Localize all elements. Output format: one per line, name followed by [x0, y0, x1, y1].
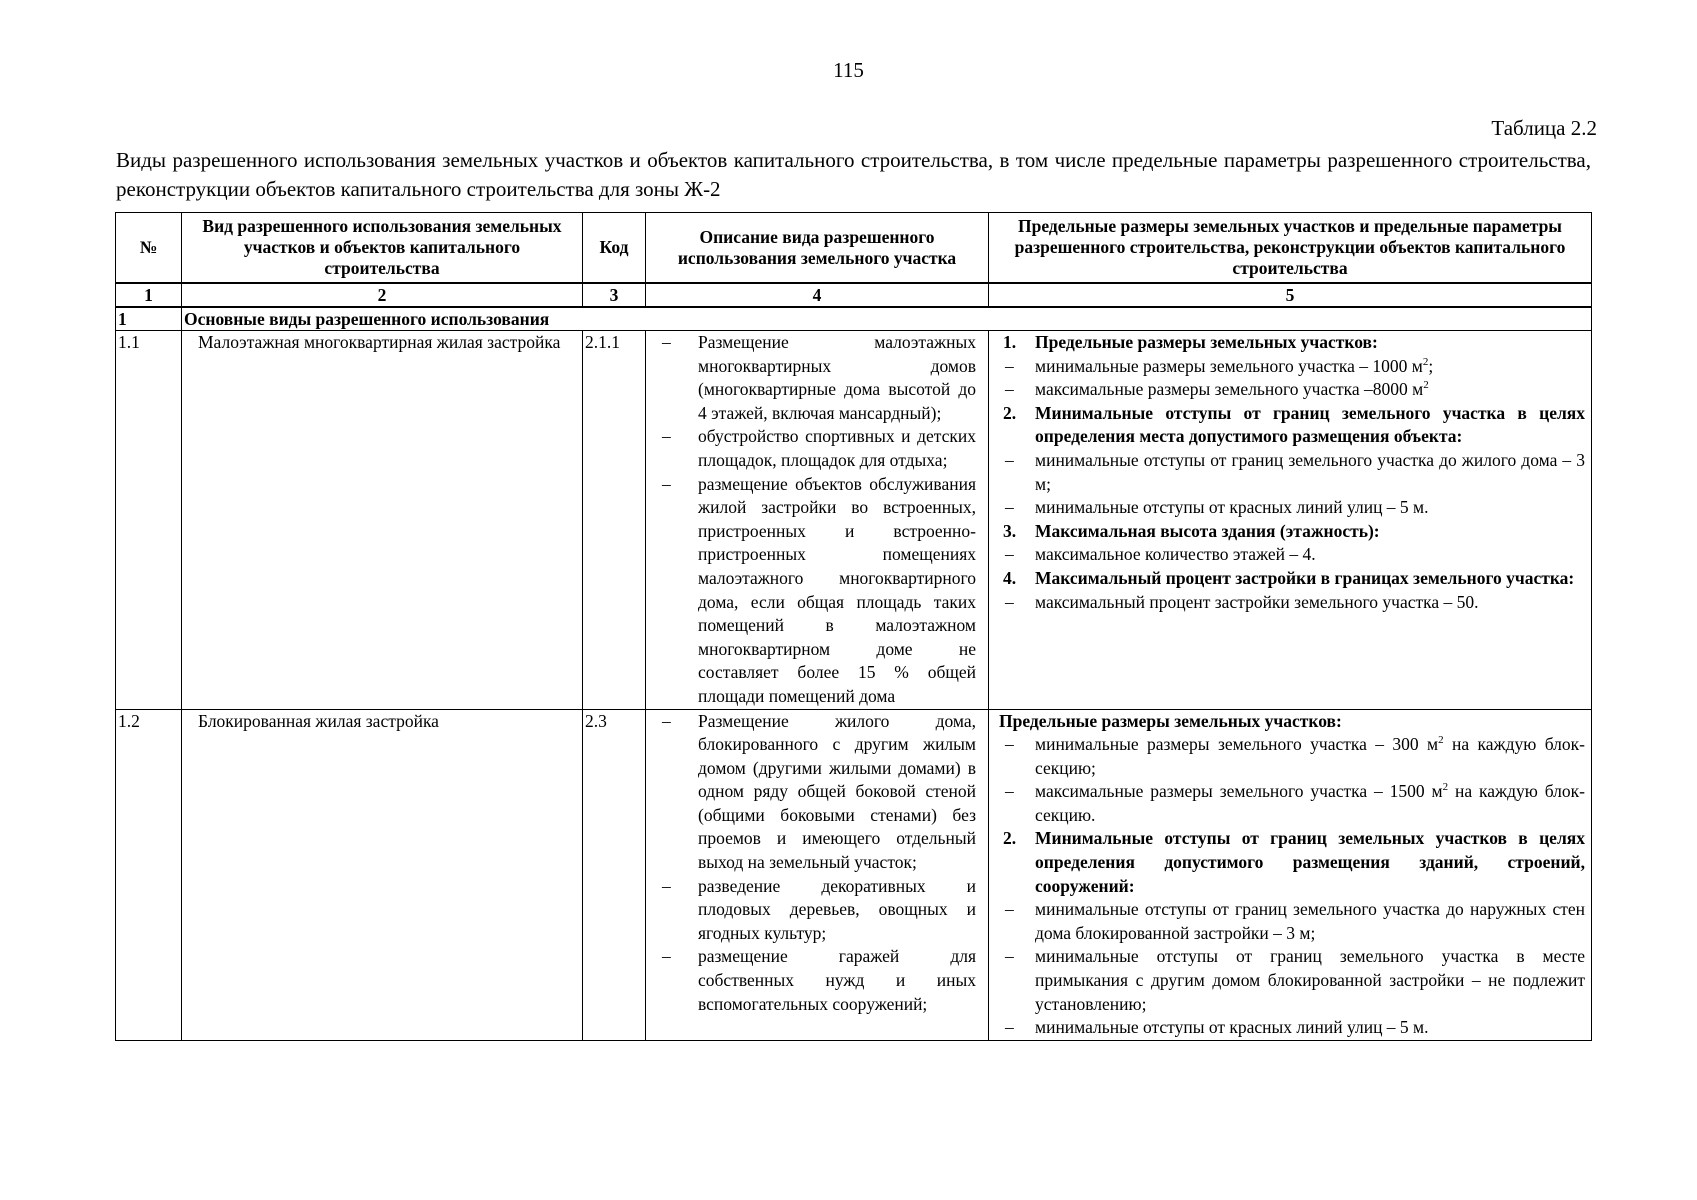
row-name — [182, 709, 583, 1040]
column-numbers-row — [116, 283, 1592, 307]
param-heading — [999, 402, 1585, 449]
header-desc: Описание вида разрешенного использования земельного участка — [646, 213, 989, 284]
param-item: – максимальный процент застройки земельного участка – 50. — [999, 591, 1585, 615]
header-row — [116, 213, 1592, 284]
header-kind: Вид разрешенного использования земельных участков и объектов капитального строительства — [182, 213, 583, 284]
desc-list — [650, 710, 984, 1017]
section-row — [116, 307, 1592, 331]
param-item-text: максимальные размеры земельного участка – 1500 м — [1035, 781, 1443, 802]
param-item — [999, 780, 1585, 827]
row-name-text: Малоэтажная многоквартирная жилая застройка — [198, 332, 561, 352]
param-item-end: на каждую блок-секцию. — [1035, 781, 1585, 825]
row-code: 2.1.1 — [583, 331, 646, 710]
param-heading-text: Предельные размеры земельных участков: — [1035, 332, 1378, 352]
row-desc — [646, 709, 989, 1040]
param-item: – максимальное количество этажей – 4. — [999, 543, 1585, 567]
param-heading-num: 2. — [1003, 402, 1017, 423]
col-number: 5 — [989, 283, 1592, 307]
param-item — [999, 733, 1585, 780]
param-heading-num: 4. — [1003, 567, 1017, 588]
param-heading — [999, 331, 1585, 355]
row-name — [182, 331, 583, 710]
superscript: 2 — [1438, 734, 1444, 747]
row-code: 2.3 — [583, 709, 646, 1040]
table-caption: Виды разрешенного использования земельных участков и объектов капитального строительства, в том числе предельные параметры разрешенного строительства, реконструкции объектов капитального строительства для зоны Ж-2 — [116, 148, 1591, 201]
param-heading — [999, 567, 1585, 591]
param-heading-text: Минимальные отступы от границ земельных участков в целях определения допустимого размещения зданий, строений, сооружений: — [1035, 828, 1585, 896]
row-num: 1.2 — [116, 709, 182, 1040]
col-number: 3 — [583, 283, 646, 307]
desc-item: – Размещение малоэтажных многоквартирных домов (многоквартирные дома высотой до 4 этажей, включая мансардный); — [650, 331, 976, 425]
row-params — [989, 331, 1592, 710]
desc-item: – размещение гаражей для собственных нужд и иных вспомогательных сооружений; — [650, 945, 976, 1016]
param-heading-num: 2. — [1003, 828, 1017, 849]
table-row — [116, 709, 1592, 1040]
row-num: 1.1 — [116, 331, 182, 710]
desc-list — [650, 331, 984, 709]
col-number: 2 — [182, 283, 583, 307]
superscript: 2 — [1442, 781, 1449, 794]
header-params: Предельные размеры земельных участков и предельные параметры разрешенного строительства, реконструкции объектов капитального строительства — [989, 213, 1592, 284]
header-code: Код — [583, 213, 646, 284]
desc-item: – разведение декоративных и плодовых деревьев, овощных и ягодных культур; — [650, 875, 976, 946]
param-heading — [999, 520, 1585, 544]
col-number: 4 — [646, 283, 989, 307]
param-heading-num: 1. — [1003, 332, 1017, 352]
param-heading-text: Максимальный процент застройки в границах земельного участка: — [1035, 567, 1575, 588]
col-number: 1 — [116, 283, 182, 307]
param-heading — [999, 827, 1585, 898]
param-heading-text: Минимальные отступы от границ земельного участка в целях определения места допустимого размещения объекта: — [1035, 402, 1585, 447]
param-item-end: на каждую блок-секцию; — [1035, 734, 1585, 778]
param-heading: Предельные размеры земельных участков: — [999, 710, 1342, 731]
param-item — [999, 378, 1585, 402]
desc-item: – обустройство спортивных и детских площадок, площадок для отдыха; — [650, 425, 976, 472]
superscript: 2 — [1423, 379, 1429, 392]
param-heading-num: 3. — [1003, 520, 1017, 541]
param-item: – минимальные отступы от границ земельного участка до жилого дома – 3 м; — [999, 449, 1585, 496]
page-number: 115 — [833, 58, 864, 82]
desc-item: – Размещение жилого дома, блокированного с другим жилым домом (другими жилыми домами) в одном ряду общей боковой стеной (общими боковыми стенами) без проемов и имеющего отдельный выход на земельный участок; — [650, 710, 976, 875]
param-item: – минимальные отступы от границ земельного участка до наружных стен дома блокированной застройки – 3 м; — [999, 898, 1585, 945]
table-label: Таблица 2.2 — [1491, 116, 1597, 140]
param-item: – минимальные отступы от границ земельного участка в месте примыкания с другим домом блокированной застройки – не подлежит установлению; — [999, 945, 1585, 1016]
row-name-text: Блокированная жилая застройка — [198, 710, 439, 731]
param-item: – минимальные отступы от красных линий улиц – 5 м. — [999, 496, 1585, 520]
section-num: 1 — [116, 307, 182, 331]
param-item-text: минимальные размеры земельного участка – 300 м — [1035, 734, 1439, 755]
param-item — [999, 355, 1585, 379]
superscript: 2 — [1422, 355, 1429, 368]
row-params — [989, 709, 1592, 1040]
param-item: – минимальные отступы от красных линий улиц – 5 м. — [999, 1016, 1585, 1040]
param-item-end: ; — [1428, 355, 1434, 376]
row-desc — [646, 331, 989, 710]
param-item-text: минимальные размеры земельного участка – 1000 м — [1035, 355, 1423, 376]
land-use-table — [115, 212, 1592, 1041]
desc-item: – размещение объектов обслуживания жилой застройки во встроенных, пристроенных и встроенно-пристроенных помещениях малоэтажного многоквартирного дома, если общая площадь таких помещений в малоэтажном многоквартирном доме не составляет более 15 % общей площади помещений дома — [650, 473, 976, 709]
section-title: Основные виды разрешенного использования — [182, 307, 1592, 331]
param-heading-text: Максимальная высота здания (этажность): — [1035, 520, 1380, 541]
table-row — [116, 331, 1592, 710]
header-num: № — [116, 213, 182, 284]
param-item-text: максимальные размеры земельного участка –8000 м — [1035, 379, 1424, 400]
